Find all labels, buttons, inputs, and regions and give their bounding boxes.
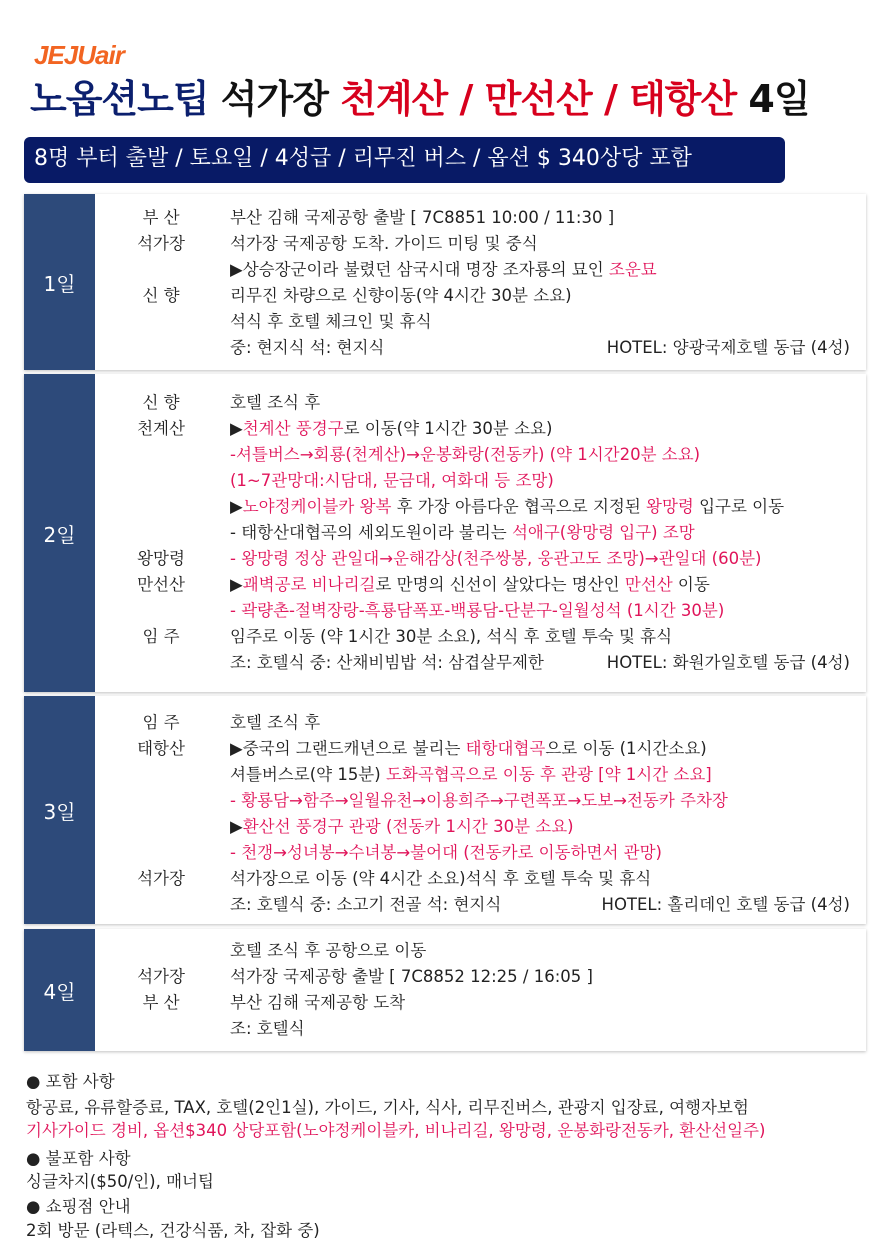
day-label: 4일 bbox=[24, 929, 95, 1051]
highlight-text: 왕망령 bbox=[646, 497, 694, 516]
day-label: 3일 bbox=[24, 696, 95, 924]
description-text: 석가장으로 이동 (약 4시간 소요)석식 후 호텔 투숙 및 휴식 bbox=[230, 869, 652, 888]
itinerary-description bbox=[230, 204, 614, 228]
itinerary-description bbox=[230, 813, 574, 837]
itinerary-row bbox=[120, 230, 866, 256]
description-text: 이동 bbox=[672, 575, 710, 594]
itinerary-row bbox=[120, 597, 866, 623]
description-text: 리무진 차량으로 신향이동(약 4시간 30분 소요) bbox=[230, 286, 572, 305]
itinerary-description bbox=[230, 761, 712, 785]
brand-logo: JEJUair bbox=[34, 40, 124, 70]
day-block bbox=[24, 194, 866, 370]
shopping-heading: ● 쇼핑점 안내 bbox=[26, 1197, 131, 1216]
description-text: 조: 호텔식 중: 소고기 전골 석: 현지식 bbox=[230, 895, 502, 914]
description-text: 호텔 조식 후 bbox=[230, 393, 321, 412]
title-part-2: 석가장 bbox=[208, 77, 341, 121]
itinerary-description bbox=[230, 282, 572, 306]
itinerary-description bbox=[230, 467, 554, 491]
place-name: 부 산 bbox=[142, 208, 180, 227]
itinerary-row bbox=[120, 415, 866, 441]
itinerary-row bbox=[120, 839, 866, 865]
itinerary-row bbox=[120, 441, 866, 467]
itinerary-row bbox=[120, 256, 866, 282]
highlight-text: - 천갱→성녀봉→수녀봉→불어대 (전동카로 이동하면서 관망) bbox=[230, 843, 662, 862]
highlight-text: 도화곡협곡으로 이동 후 관광 [약 1시간 소요] bbox=[385, 765, 712, 784]
highlight-text: 천계산 풍경구 bbox=[242, 419, 344, 438]
highlight-text: 환산선 풍경구 관광 (전동카 1시간 30분 소요) bbox=[242, 817, 574, 836]
itinerary-row bbox=[120, 493, 866, 519]
itinerary-row bbox=[120, 519, 866, 545]
description-text: 임주로 이동 (약 1시간 30분 소요), 석식 후 호텔 투숙 및 휴식 bbox=[230, 627, 673, 646]
description-text: 조: 호텔식 bbox=[230, 1019, 305, 1038]
shopping-line-1: 2회 방문 (라텍스, 건강식품, 차, 잡화 중) bbox=[26, 1221, 320, 1240]
day-label: 1일 bbox=[24, 194, 95, 370]
itinerary-description bbox=[230, 597, 724, 621]
itinerary-description bbox=[230, 787, 728, 811]
itinerary-row bbox=[120, 937, 866, 963]
itinerary-row bbox=[120, 761, 866, 787]
description-text: ▶ bbox=[230, 575, 243, 594]
itinerary-row bbox=[120, 1015, 866, 1041]
itinerary-row bbox=[120, 545, 866, 571]
itinerary-row bbox=[120, 709, 866, 735]
place-name: 석가장 bbox=[137, 234, 185, 253]
itinerary-row bbox=[120, 623, 866, 649]
itinerary-description bbox=[230, 937, 426, 961]
itinerary-row bbox=[120, 813, 866, 839]
itinerary-row bbox=[120, 891, 866, 917]
description-text: 후 가장 아름다운 협곡으로 지정된 bbox=[391, 497, 647, 516]
highlight-text: 조운묘 bbox=[608, 260, 657, 279]
title-part-3: 천계산 / 만선산 / 태항산 bbox=[340, 77, 737, 121]
itinerary-description bbox=[230, 709, 320, 733]
description-text: 부산 김해 국제공항 출발 [ 7C8851 10:00 / 11:30 ] bbox=[230, 208, 615, 227]
highlight-text: 만선산 bbox=[624, 575, 673, 594]
included-line-1: 항공료, 유류할증료, TAX, 호텔(2인1실), 가이드, 기사, 식사, 리무진버스, 관광지 입장료, 여행자보험 bbox=[26, 1098, 749, 1117]
place-name: 석가장 bbox=[137, 967, 185, 986]
itinerary-row bbox=[120, 787, 866, 813]
description-text: 입구로 이동 bbox=[693, 497, 785, 516]
place-name: 신 향 bbox=[142, 393, 180, 412]
place-name: 만선산 bbox=[137, 575, 185, 594]
itinerary-description bbox=[230, 230, 538, 254]
place-name: 왕망령 bbox=[137, 549, 185, 568]
day-block bbox=[24, 374, 866, 692]
title-part-1: 노옵션노팁 bbox=[30, 77, 209, 121]
itinerary-description bbox=[230, 865, 651, 889]
itinerary-description bbox=[230, 334, 384, 358]
itinerary-description bbox=[230, 989, 405, 1013]
itinerary-description bbox=[230, 891, 501, 915]
place-name: 태항산 bbox=[137, 739, 185, 758]
description-text: 중: 현지식 석: 현지식 bbox=[230, 338, 385, 357]
itinerary-description bbox=[230, 735, 707, 759]
place-name: 천계산 bbox=[137, 419, 185, 438]
title-part-4: 4일 bbox=[736, 77, 810, 121]
description-text: ▶중국의 그랜드캐년으로 불리는 bbox=[230, 739, 466, 758]
place-name: 임 주 bbox=[142, 713, 180, 732]
itinerary-description bbox=[230, 839, 662, 863]
itinerary-description bbox=[230, 649, 544, 673]
highlight-text: (1~7관망대:시담대, 문금대, 여화대 등 조망) bbox=[230, 471, 554, 490]
description-text: 으로 이동 (1시간소요) bbox=[545, 739, 707, 758]
itinerary-description bbox=[230, 389, 320, 413]
included-heading: ● 포함 사항 bbox=[26, 1072, 115, 1091]
highlight-text: 노야정케이블카 왕복 bbox=[242, 497, 392, 516]
highlight-text: -셔틀버스→회룡(천계산)→운봉화랑(전동카) (약 1시간20분 소요) bbox=[230, 445, 701, 464]
description-text: 석가장 국제공항 도착. 가이드 미팅 및 중식 bbox=[230, 234, 538, 253]
itinerary-row bbox=[120, 334, 866, 360]
itinerary-description bbox=[230, 571, 710, 595]
itinerary-row bbox=[120, 963, 866, 989]
day-label: 2일 bbox=[24, 374, 95, 692]
place-name: 임 주 bbox=[142, 627, 180, 646]
description-text: ▶ bbox=[230, 419, 243, 438]
itinerary-description bbox=[230, 623, 672, 647]
itinerary-description bbox=[230, 545, 761, 569]
description-text: 셔틀버스로(약 15분) bbox=[230, 765, 386, 784]
highlight-text: 석애구(왕망령 입구) 조망 bbox=[511, 523, 695, 542]
itinerary-row bbox=[120, 649, 866, 675]
description-text: 호텔 조식 후 공항으로 이동 bbox=[230, 941, 427, 960]
place-name: 석가장 bbox=[137, 869, 185, 888]
day-block bbox=[24, 929, 866, 1051]
description-text: 호텔 조식 후 bbox=[230, 713, 321, 732]
itinerary-row bbox=[120, 308, 866, 334]
itinerary-row bbox=[120, 204, 866, 230]
highlight-text: - 왕망령 정상 관일대→운해감상(천주쌍봉, 웅관고도 조망)→관일대 (60분) bbox=[230, 549, 762, 568]
itinerary-description bbox=[230, 256, 657, 280]
excluded-line-1: 싱글차지($50/인), 매너팁 bbox=[26, 1172, 214, 1191]
description-text: 석식 후 호텔 체크인 및 휴식 bbox=[230, 312, 432, 331]
itinerary-description bbox=[230, 415, 552, 439]
description-text: 로 만명의 신선이 살았다는 명산인 bbox=[375, 575, 625, 594]
description-text: ▶ bbox=[230, 497, 243, 516]
itinerary-row bbox=[120, 389, 866, 415]
itinerary-row bbox=[120, 467, 866, 493]
highlight-text: - 황룡담→함주→일월유천→이용희주→구련폭포→도보→전동카 주차장 bbox=[230, 791, 728, 810]
hotel-info: HOTEL: 화원가일호텔 동급 (4성) bbox=[606, 653, 850, 672]
highlight-text: - 곽량촌-절벽장랑-흑룡담폭포-백룡담-단분구-일월성석 (1시간 30분) bbox=[230, 601, 725, 620]
day-block bbox=[24, 696, 866, 924]
page-title bbox=[30, 68, 810, 123]
place-name: 부 산 bbox=[142, 993, 180, 1012]
itinerary-description bbox=[230, 493, 784, 517]
itinerary-description bbox=[230, 308, 432, 332]
description-text: ▶상승장군이라 불렸던 삼국시대 명장 조자룡의 묘인 bbox=[230, 260, 609, 279]
tour-summary-banner: 8명 부터 출발 / 토요일 / 4성급 / 리무진 버스 / 옵션 $ 340상당 포함 bbox=[24, 137, 785, 183]
included-line-2: 기사가이드 경비, 옵션$340 상당포함(노야정케이블카, 비나리길, 왕망령, 운봉화랑전동카, 환산선일주) bbox=[26, 1121, 766, 1140]
highlight-text: 태항대협곡 bbox=[465, 739, 546, 758]
excluded-heading: ● 불포함 사항 bbox=[26, 1149, 131, 1168]
highlight-text: 괘벽공로 비나리길 bbox=[242, 575, 376, 594]
description-text: ▶ bbox=[230, 817, 243, 836]
itinerary-description bbox=[230, 963, 593, 987]
description-text: - 태항산대협곡의 세외도원이라 불리는 bbox=[230, 523, 512, 542]
description-text: 로 이동(약 1시간 30분 소요) bbox=[343, 419, 553, 438]
itinerary-row bbox=[120, 282, 866, 308]
itinerary-row bbox=[120, 865, 866, 891]
hotel-info: HOTEL: 홀리데인 호텔 동급 (4성) bbox=[601, 895, 850, 914]
itinerary-description bbox=[230, 519, 695, 543]
description-text: 석가장 국제공항 출발 [ 7C8852 12:25 / 16:05 ] bbox=[230, 967, 593, 986]
hotel-info: HOTEL: 양광국제호텔 동급 (4성) bbox=[606, 338, 850, 357]
description-text: 부산 김해 국제공항 도착 bbox=[230, 993, 406, 1012]
itinerary-row bbox=[120, 571, 866, 597]
description-text: 조: 호텔식 중: 산채비빔밥 석: 삼겹살무제한 bbox=[230, 653, 544, 672]
itinerary-row bbox=[120, 735, 866, 761]
itinerary-row bbox=[120, 989, 866, 1015]
itinerary-description bbox=[230, 441, 700, 465]
itinerary-description bbox=[230, 1015, 305, 1039]
place-name: 신 향 bbox=[142, 286, 180, 305]
